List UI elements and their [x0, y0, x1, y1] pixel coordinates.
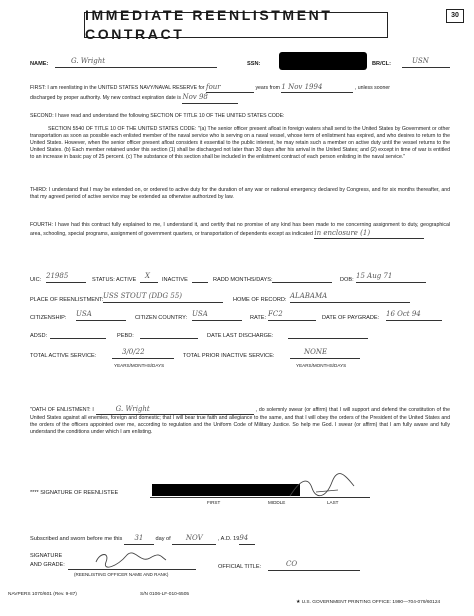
third-label: THIRD: — [30, 187, 48, 193]
fourth-text: I have had this contract fully explained to me, I understand it, and certify that no promise of any kind has been made to me concerning assignment to duty, geographical area, schooling, special programs, assignment of government quarters, or transportation of dependents except as indicated — [30, 222, 450, 238]
hor-label: HOME OF RECORD: — [233, 297, 287, 303]
adsd-field[interactable] — [50, 328, 106, 339]
inactive-label: INACTIVE — [162, 277, 188, 283]
sworn-month-value: NOV — [185, 534, 203, 542]
stock-number: S/N 0106-LF-010-6505 — [140, 592, 190, 597]
officer-name-rank-label: (REENLISTING OFFICER NAME AND RANK) — [74, 572, 169, 577]
sworn-paragraph — [30, 534, 255, 545]
sworn-text-c: , A.D. 19 — [217, 536, 240, 542]
second-paragraph — [30, 113, 450, 120]
tpis-label: TOTAL PRIOR INACTIVE SERVICE: — [183, 353, 275, 359]
form-id: NAVPERS 1070/601 (Rev. 9-87) — [8, 592, 77, 597]
last-name-label: LAST — [327, 500, 339, 505]
first-text-a: I am reenlisting in the UNITED STATES NAVY/NAVAL RESERVE for — [47, 85, 205, 91]
first-label: FIRST: — [30, 85, 46, 91]
status-active-field[interactable] — [140, 272, 158, 283]
exp-field[interactable] — [182, 93, 238, 103]
term-value: four — [205, 83, 221, 91]
por-field[interactable] — [103, 292, 223, 303]
oath-paragraph — [30, 405, 450, 436]
sworn-text-a: Subscribed and sworn before me this — [30, 536, 123, 542]
tas-value: 3/0/22 — [122, 348, 145, 356]
first-text-b: years from — [255, 85, 280, 91]
ldd-field[interactable] — [288, 328, 368, 339]
gpo-imprint: ★ U.S. GOVERNMENT PRINTING OFFICE: 1990—704-079/60124 — [296, 600, 441, 605]
dop-value: 16 Oct 94 — [386, 310, 421, 318]
sworn-text-b: day of — [155, 536, 171, 542]
second-text: I have read and understand the following SECTION OF TITLE 10 OF THE UNITED STATES CODE: — [55, 113, 285, 119]
dop-label: DATE OF PAYGRADE: — [322, 315, 380, 321]
uic-field[interactable] — [46, 272, 86, 283]
uic-value: 21985 — [46, 272, 69, 280]
rate-field[interactable] — [268, 310, 316, 321]
citizenship-field[interactable] — [76, 310, 126, 321]
reenlistee-signature-label: **** SIGNATURE OF REENLISTEE — [30, 490, 119, 496]
rate-label: RATE: — [250, 315, 267, 321]
second-label: SECOND: — [30, 113, 54, 119]
brcl-field[interactable] — [402, 57, 450, 68]
hor-value: ALABAMA — [290, 292, 328, 300]
citizenship-label: CITIZENSHIP: — [30, 315, 67, 321]
officer-signature-label-2: AND GRADE: — [30, 562, 65, 568]
uic-label: UIC: — [30, 277, 42, 283]
form-title-box — [84, 7, 388, 42]
form-title: IMMEDIATE REENLISTMENT CONTRACT — [85, 7, 333, 42]
indicated-value: in enclosure (1) — [314, 229, 371, 238]
first-name-label: FIRST — [207, 500, 221, 505]
reenlistee-signature-scribble — [286, 472, 358, 502]
oath-text-c: support and defend the constitution of the United States against all enemies, foreign and domestic; that I will bear true faith and allegiance to the same, and that I will obey the orders of the President of the United States and the orders of the officers appointed over me, according to regulation and the Uniform Code of Military Justice. So help me God. I swear (or affirm) that I am fully aware and fully understand the conditions under which I am enlisting. — [30, 407, 450, 436]
from-value: 1 Nov 1994 — [281, 83, 323, 91]
adsd-label: ADSD: — [30, 333, 48, 339]
pebd-label: PEBD: — [117, 333, 134, 339]
first-paragraph — [30, 83, 450, 104]
sworn-month-field[interactable] — [172, 534, 216, 545]
sworn-year-value: 94 — [239, 534, 249, 542]
first-text-c: , unless sooner — [354, 85, 391, 91]
oath-name-value: G. Wright — [115, 405, 150, 413]
oath-text-b: , do solemnly swear (or affirm) that I will — [255, 407, 351, 413]
page-number: 30 — [446, 9, 464, 23]
official-title-field[interactable] — [268, 560, 360, 571]
sworn-day-field[interactable] — [124, 534, 154, 545]
pebd-field[interactable] — [140, 328, 198, 339]
name-field[interactable] — [55, 57, 217, 68]
status-inactive-field[interactable] — [192, 272, 208, 283]
third-paragraph — [30, 187, 450, 201]
tpis-ymd-label: YEARS/MONTHS/DAYS — [296, 363, 347, 368]
country-label: CITIZEN COUNTRY: — [135, 315, 188, 321]
rate-value: FC2 — [268, 310, 283, 318]
name-label: NAME: — [30, 61, 49, 67]
fourth-paragraph — [30, 222, 450, 239]
from-field[interactable] — [281, 83, 353, 93]
ssn-redaction — [279, 52, 367, 70]
name-value: G. Wright — [71, 57, 106, 65]
middle-name-label: MIDDLE — [268, 500, 286, 505]
brcl-value: USN — [412, 57, 429, 65]
country-value: USA — [192, 310, 208, 318]
ssn-label: SSN: — [247, 61, 261, 67]
sworn-day-value: 31 — [134, 534, 144, 542]
sworn-year-field[interactable] — [239, 534, 255, 545]
exp-value: Nov 98 — [182, 93, 208, 102]
official-title-value: CO — [286, 560, 298, 568]
oath-text-a: "OATH OF ENLISTMENT: I — [30, 407, 94, 413]
ldd-label: DATE LAST DISCHARGE: — [207, 333, 274, 339]
third-text: I understand that I may be extended on, or ordered to active duty for the duration of any war or national emergency declared by Congress, and for six months thereafter, and that my agreed period of active service may be extended as otherwise authorized by law. — [30, 187, 450, 201]
radd-label: RADD MONTHS/DAYS: — [213, 277, 273, 283]
dob-field[interactable] — [356, 272, 426, 283]
indicated-field[interactable] — [314, 229, 424, 239]
citizenship-value: USA — [76, 310, 92, 318]
tas-ymd-label: YEARS/MONTHS/DAYS — [114, 363, 165, 368]
section-5540-text: SECTION 5540 OF TITLE 10 OF THE UNITED STATES CODE: "(a) The senior officer present afloat in foreign waters shall send to the United States by Government or other transportation as soon as possible each enlisted member of the naval service who is serving on a naval vessel, whose term of enlistment has expired, and who desires to return to the United States. However, when the senior officer present afloat considers it essential to the public interest, he may retain such a member on active duty until the vessel returns to the United States. (b) Each member retained under this section (1) shall be discharged not later than 30 days after his arrival in the United States; and (2) except in time of war is entitled to an increase in basic pay of 25 percent. (c) The substance of this section shall be included in the enlistment contract of each person enlisting in the naval service." — [30, 126, 450, 161]
por-label: PLACE OF REENLISTMENT: — [30, 297, 104, 303]
officer-signature-label-1: SIGNATURE — [30, 553, 63, 559]
first-text-d: discharged by proper authority. My new contract expiration date is — [30, 95, 181, 102]
signature-redaction — [152, 484, 300, 496]
tas-label: TOTAL ACTIVE SERVICE: — [30, 353, 97, 359]
term-field[interactable] — [206, 83, 254, 93]
dop-field[interactable] — [386, 310, 442, 321]
dob-label: DOB: — [340, 277, 354, 283]
official-title-label: OFFICIAL TITLE: — [218, 564, 262, 570]
tas-field[interactable] — [112, 348, 174, 359]
hor-field[interactable] — [290, 292, 410, 303]
status-label: STATUS: ACTIVE — [92, 277, 137, 283]
status-active-mark: X — [145, 272, 150, 280]
radd-field[interactable] — [272, 272, 332, 283]
officer-signature-scribble — [90, 548, 170, 570]
por-value: USS STOUT (DDG 55) — [103, 292, 182, 300]
fourth-label: FOURTH: — [30, 222, 53, 228]
oath-name-field[interactable] — [96, 405, 254, 415]
country-field[interactable] — [192, 310, 242, 321]
brcl-label: BR/CL: — [372, 61, 391, 67]
tpis-field[interactable] — [290, 348, 360, 359]
dob-value: 15 Aug 71 — [356, 272, 393, 280]
tpis-value: NONE — [304, 348, 328, 356]
